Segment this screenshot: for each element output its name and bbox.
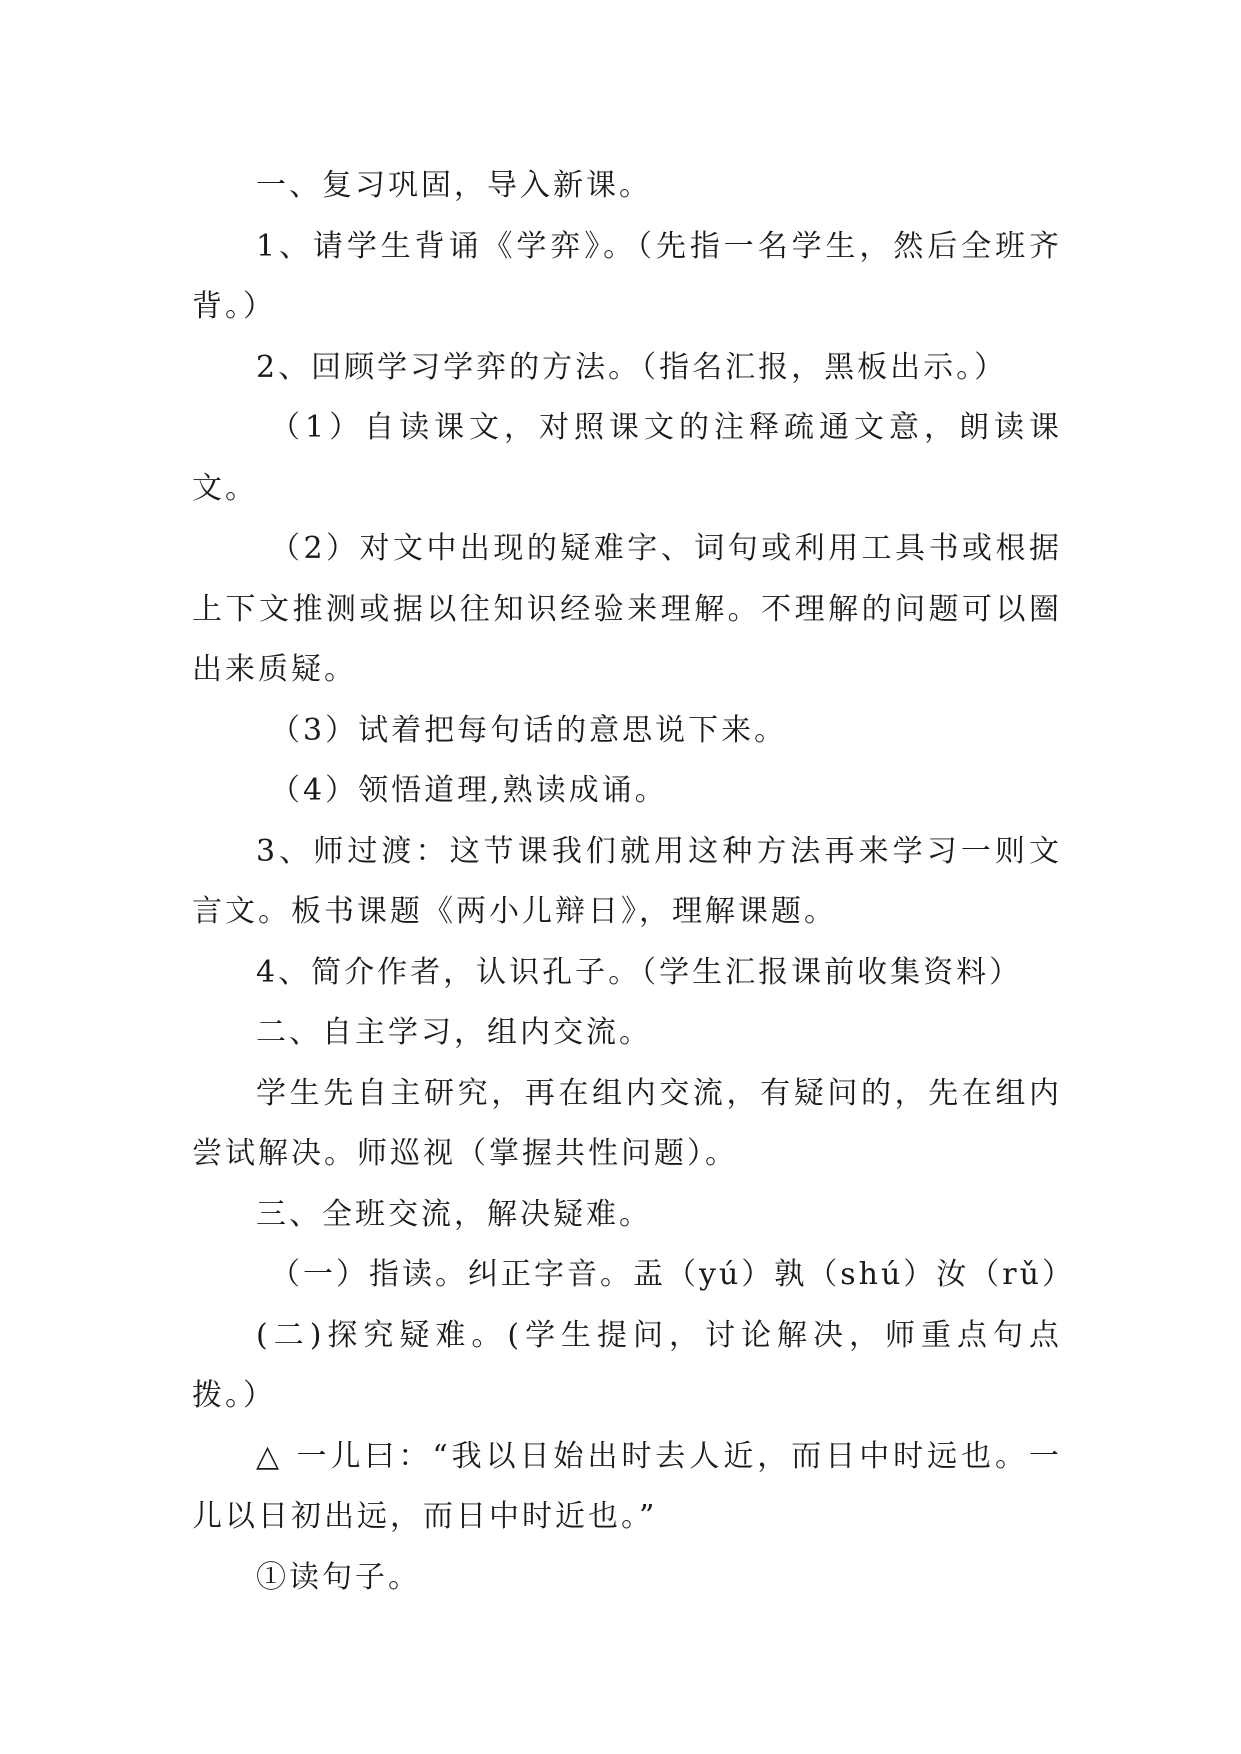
method-item-3: （3）试着把每句话的意思说下来。 [270,712,788,748]
quote-passage: △ 一儿曰：“我以日始出时去人近，而日中时远也。一儿以日初出远，而日中时近也。” [192,1438,1062,1534]
step-4-author: 4、简介作者，认识孔子。（学生汇报课前收集资料） [256,954,1023,990]
step-1-recite: 1、请学生背诵《学弈》。（先指一名学生，然后全班齐背。） [192,228,1062,324]
step-2-method: 2、回顾学习学弈的方法。（指名汇报，黑板出示。） [256,349,1008,385]
section-heading-review: 一、复习巩固，导入新课。 [256,168,652,203]
method-item-1: （1）自读课文，对照课文的注释疏通文意，朗读课文。 [192,410,1062,506]
method-item-4: （4）领悟道理,熟读成诵。 [270,773,668,808]
lesson-plan-text [192,156,1075,1608]
sub-item-inquiry: (二)探究疑难。(学生提问，讨论解决，师重点句点拨。） [192,1317,1062,1413]
read-sentence-item: ①读句子。 [256,1559,421,1595]
method-item-2: （2）对文中出现的疑难字、词句或利用工具书或根据上下文推测或据以往知识经验来理解。不理解的问题可以圈出来质疑。 [192,531,1062,687]
section-heading-self-study: 二、自主学习，组内交流。 [256,1015,652,1050]
section-heading-class-discussion: 三、全班交流，解决疑难。 [256,1196,652,1232]
self-study-body: 学生先自主研究，再在组内交流，有疑问的，先在组内尝试解决。师巡视（掌握共性问题）。 [192,1075,1062,1171]
step-3-transition: 3、师过渡：这节课我们就用这种方法再来学习一则文言文。板书课题《两小儿辩日》，理解课题。 [192,833,1062,929]
sub-item-pronunciation: （一）指读。纠正字音。盂（yú）孰（shú）汝（rǔ） [270,1257,1075,1292]
